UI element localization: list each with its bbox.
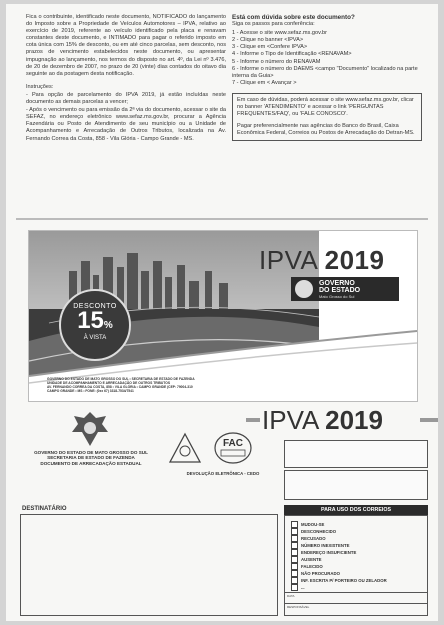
help-subtitle: Siga os passos para conferência: [232, 21, 315, 28]
help-step: 7 - Clique em < Avançar > [232, 79, 297, 86]
return-reason: ENDEREÇO INSUFICIENTE [291, 549, 356, 556]
help-step: 1 - Acesse o site www.sefaz.ms.gov.br [232, 30, 328, 37]
checkbox[interactable] [291, 521, 298, 528]
return-reason: DESCONHECIDO [291, 528, 336, 535]
checkbox[interactable] [291, 549, 298, 556]
help-step: 4 - Informe o Tipo de Identificação <RENAVAM> [232, 51, 352, 58]
checkbox[interactable] [291, 563, 298, 570]
signature-line [285, 592, 427, 593]
destinatario-box [20, 514, 278, 616]
ipva-banner [28, 230, 418, 402]
state-department-text: GOVERNO DO ESTADO DE MATO GROSSO DO SUL SECRETARIA DE ESTADO DE FAZENDA DOCUMENTO DE ARRECADAÇÃO ESTADUAL [34, 450, 148, 466]
instruction-item: - Para opção de parcelamento do IPVA 2019, já estão incluídas neste documento as demais parcelas a vencer; [26, 91, 226, 106]
checkbox[interactable] [291, 577, 298, 584]
ipva-accent-bar [246, 418, 260, 422]
checkbox[interactable] [291, 528, 298, 535]
banner-ipva-title [259, 245, 384, 276]
notification-paragraph: Fica o contribuinte, identificado neste documento, NOTIFICADO do lançamento do Imposto sobre a Propriedade de Veículos Automotores – IPVA, relativo ao exercício de 2019, referente ao veículo identificado pela placa e renavam constantes deste documento, e INTIMADO para pagar o referido imposto em cota única com 15% de desconto, ou em até cinco parcelas, sem desconto, nos prazos de vencimento estabelecidos neste documento, ou apresentar impugnação ao lançamento, nos termos do disposto no art. 4º, da Lei nº 3.476, de 20 de dezembro de 2007, no prazo de 20 (vinte) dias contados do oitavo dia seguinte ao da postagem desta notificação. [26, 14, 226, 77]
devolucao-label: DEVOLUÇÃO ELETRÔNICA - CEDO [186, 471, 260, 476]
help-step: 6 - Informe o número do DAEMS <campo "Documento" localizado na parte interna da Guia> [232, 65, 418, 79]
correios-reasons-box [284, 515, 428, 616]
help-column [232, 14, 422, 141]
instructions-title: Instruções: [26, 83, 54, 90]
help-step: 2 - Clique no banner <IPVA> [232, 37, 304, 44]
instruction-item: - Após o vencimento ou para emissão da 2ª via do documento, acessar o site da SEFAZ, no endereço eletrônico www.sefaz.ms.gov.br, procurar a Agência Fazendária ou Posto de Atendimento de seu município ou a Unidade de Acompanhamento e Arrecadação de Outros Tributos, localizada na Av. Fernando Correa da Costa, 858 - Vila Glória - Campo Grande - MS. [26, 107, 226, 142]
state-coat-of-arms-icon [68, 410, 112, 448]
destinatario-label: DESTINATÁRIO [22, 506, 67, 512]
fac-label: FAC [223, 438, 243, 449]
gov-logo-text: GOVERNO DO ESTADO [319, 280, 361, 294]
return-reason: RECUSADO [291, 535, 326, 542]
correios-header: PARA USO DOS CORREIOS [284, 505, 428, 515]
checkbox[interactable] [291, 542, 298, 549]
payment-text: Pagar preferencialmente nas agências do Banco do Brasil, Caixa Econômica Federal, Correios ou Postos de Arrecadação do Detran-MS. [237, 123, 415, 137]
date-field-label: DATA [287, 594, 295, 598]
banner-footer-address: GOVERNO DO ESTADO DE MATO GROSSO DO SUL • SECRETARIA DE ESTADO DE FAZENDA UNIDADE DE ACOMPANHAMENTO E ARRECADAÇÃO DE OUTROS TRIBUTOS AV. FERNANDO CORREA DA COSTA, 858 • VILA GLÓRIA • CAMPO GRANDE (CEP: 79004-310 CAMPO GRANDE • MS • FONE: (0xx 67) 3318-7534/7541 [47, 377, 195, 393]
fac-stamp-icon [213, 430, 253, 466]
discount-badge [59, 289, 131, 361]
help-steps [232, 30, 422, 87]
government-logo [291, 277, 399, 301]
notice-text-section [6, 4, 438, 216]
ipva-year: 2019 [324, 245, 385, 275]
return-reason: NÚMERO INEXISTENTE [291, 542, 349, 549]
discount-sub: À VISTA [83, 335, 107, 341]
return-reason: FALECIDO [291, 563, 323, 570]
faq-box [232, 93, 422, 141]
discount-label: DESCONTO [73, 303, 117, 310]
help-title: Está com dúvida sobre este documento? [232, 14, 355, 21]
signature-line [285, 603, 427, 604]
responsavel-field-label: RESPONSÁVEL [287, 605, 310, 609]
ipva-word: IPVA [259, 245, 317, 275]
postal-info-box [284, 470, 428, 500]
stub-ipva-title: IPVA 2019 [262, 405, 383, 435]
checkbox[interactable] [291, 584, 298, 591]
ipva-accent-bar [420, 418, 438, 422]
ipva-notice-sheet [6, 4, 438, 621]
return-reason: ... [291, 584, 305, 591]
notification-column [26, 14, 226, 149]
discount-value: 15% [77, 307, 113, 334]
checkbox[interactable] [291, 570, 298, 577]
help-step: 3 - Clique em <Confere IPVA> [232, 44, 308, 51]
faq-text: Em caso de dúvidas, poderá acessar o site www.sefaz.ms.gov.br, clicar no banner 'ATENDIMENTO' e acessar o link 'PERGUNTAS FREQUENTES/FAQ', ou 'FALE CONOSCO'. [237, 96, 414, 118]
help-step: 5 - Informe o número do RENAVAM [232, 58, 321, 65]
postal-info-box [284, 440, 428, 468]
return-reason: NÃO PROCURADO [291, 570, 340, 577]
state-seal-icon [295, 280, 313, 298]
checkbox[interactable] [291, 535, 298, 542]
checkbox[interactable] [291, 556, 298, 563]
return-triangle-icon [168, 432, 202, 466]
return-reason: INF. ESCRITA P/ PORTEIRO OU ZELADOR [291, 577, 387, 584]
return-reason: MUDOU-SE [291, 521, 324, 528]
return-reason: AUSENTE [291, 556, 322, 563]
divider [16, 218, 428, 220]
gov-logo-state: Mato Grosso do Sul [319, 294, 355, 299]
